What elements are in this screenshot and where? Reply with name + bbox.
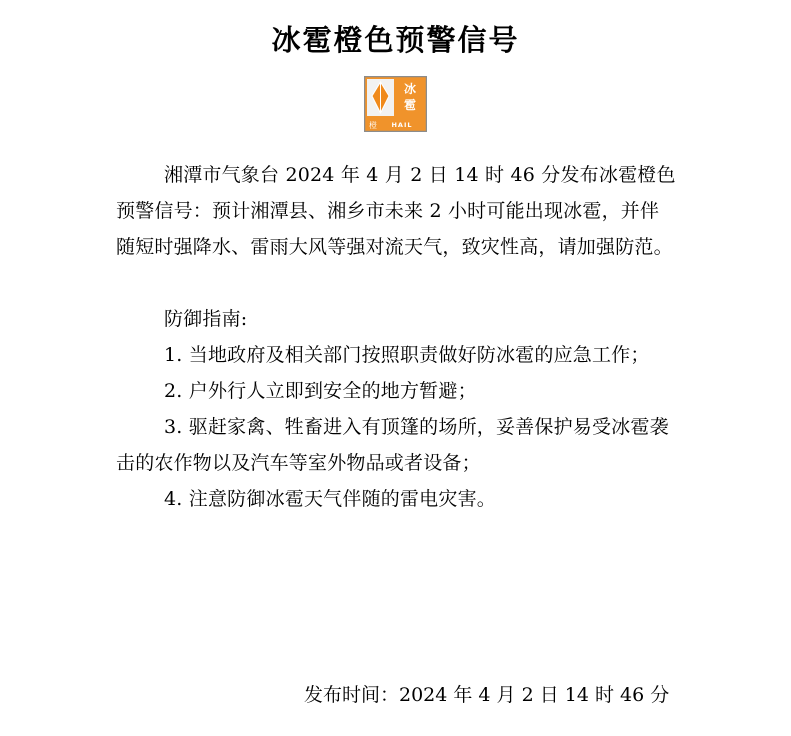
icon-char-top: 冰 [403,82,417,96]
guide-item-4: 4. 注意防御冰雹天气伴随的雷电灾害。 [164,488,496,510]
icon-level-char: 橙 [369,121,377,130]
paragraph-spacer [116,265,676,301]
guide-item-3: 3. 驱赶家禽、牲畜进入有顶篷的场所，妥善保护易受冰雹袭击的农作物以及汽车等室外物品或者设备； [116,416,669,474]
page-title: 冰雹橙色预警信号 [271,23,520,57]
intro-paragraph: 湘潭市气象台 2024 年 4 月 2 日 14 时 46 分发布冰雹橙色预警信号：预计湘潭县、湘乡市未来 2 小时可能出现冰雹，并伴随短时强降水、雷雨大风等强对流天气，致灾性高，请加强防范。 [116,164,676,258]
guide-heading: 防御指南: [164,308,248,330]
guide-item-1: 1. 当地政府及相关部门按照职责做好防冰雹的应急工作； [164,344,650,366]
icon-char-bottom: 雹 [403,98,417,112]
release-time: 发布时间：2024 年 4 月 2 日 14 时 46 分 [304,684,670,706]
icon-english-label: HAIL [391,121,413,129]
warning-content [116,157,676,517]
guide-item-2: 2. 户外行人立即到安全的地方暂避； [164,380,477,402]
hail-orange-warning-icon [364,76,427,132]
